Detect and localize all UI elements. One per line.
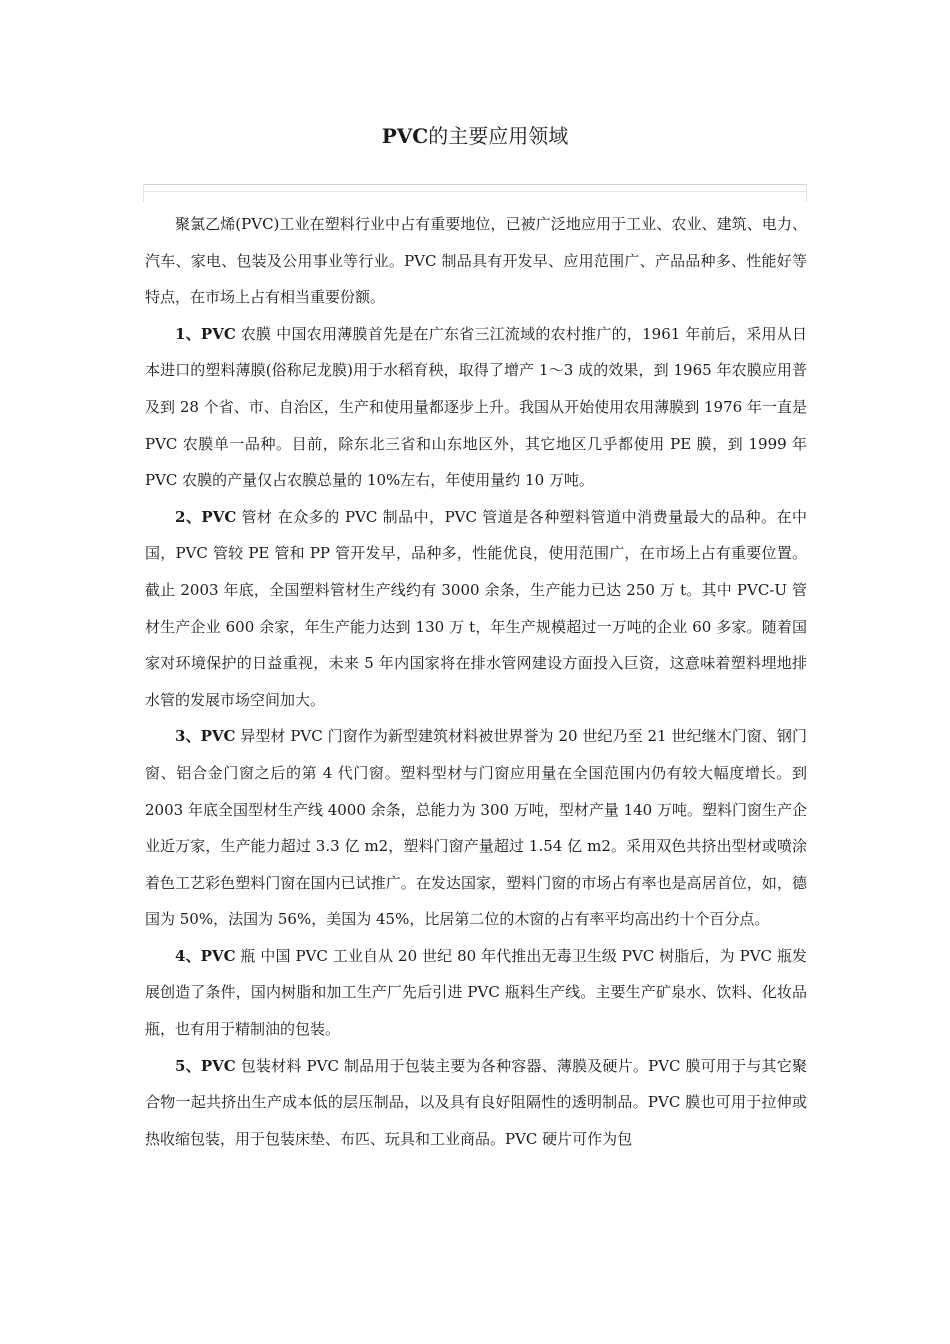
section-paragraph [145,316,807,499]
section-paragraph [145,499,807,719]
section-heading: 包装材料 [235,1056,302,1075]
intro-paragraph: 聚氯乙烯(PVC)工业在塑料行业中占有重要地位，已被广泛地应用于工业、农业、建筑、电力、汽车、家电、包装及公用事业等行业。PVC 制品具有开发早、应用范围广、产品品种多、性能好等特点，在市场上占有相当重要份额。 [145,215,807,307]
section-heading: 农膜 [235,324,272,343]
section-text: 中国农用薄膜首先是在广东省三江流域的农村推广的，1961 年前后，采用从日本进口的塑料薄膜(俗称尼龙膜)用于水稻育秧，取得了增产 1～3 成的效果，到 1965 年农膜应用普及到 28 个省、市、自治区，生产和使用量都逐步上升。我国从开始使用农用薄膜到 1976 年一直是 PVC 农膜单一品种。目前，除东北三省和山东地区外，其它地区几乎都使用 PE 膜，到 1999 年 PVC 农膜的产量仅占农膜总量的 10%左右，年使用量约 10 万吨。 [145,324,807,490]
section-paragraph [145,718,807,938]
section-text: PVC 制品用于包装主要为各种容器、薄膜及硬片。PVC 膜可用于与其它聚合物一起共挤出生产成本低的层压制品，以及具有良好阻隔性的透明制品。PVC 膜也可用于拉伸或热收缩包装，用于包装床垫、布匹、玩具和工业商品。PVC 硬片可作为包 [145,1056,807,1148]
section-number: 5、PVC [175,1056,236,1075]
page-title [0,122,950,150]
article-body [145,206,807,1157]
section-number: 4、PVC [175,946,236,965]
section-heading: 异型材 [235,727,286,746]
section-paragraph [145,1048,807,1158]
section-text: PVC 门窗作为新型建筑材料被世界誉为 20 世纪乃至 21 世纪继木门窗、钢门窗、铝合金门窗之后的第 4 代门窗。塑料型材与门窗应用量在全国范围内仍有较大幅度增长。到 2003 年底全国型材生产线 4000 余条，总能力为 300 万吨，型材产量 140 万吨。塑料门窗生产企业近万家，生产能力超过 3.3 亿 m2，塑料门窗产量超过 1.54 亿 m2。采用双色共挤出型材或喷涂着色工艺彩色塑料门窗在国内已试推广。在发达国家，塑料门窗的市场占有率也是高居首位，如，德国为 50%，法国为 56%，美国为 45%，比居第二位的木窗的占有率平均高出约十个百分点。 [145,727,807,929]
section-number: 2、PVC [175,507,237,526]
title-rest: 的主要应用领域 [428,124,569,148]
section-text: 中国 PVC 工业自从 20 世纪 80 年代推出无毒卫生级 PVC 树脂后，为 PVC 瓶发展创造了条件，国内树脂和加工生产厂先后引进 PVC 瓶料生产线。主要生产矿泉水、饮料、化妆品瓶，也有用于精制油的包装。 [145,946,807,1039]
title-divider [143,184,807,192]
section-paragraph [145,938,807,1048]
section-heading: 瓶 [235,946,256,965]
title-pvc: PVC [381,124,429,148]
section-heading: 管材 [236,507,273,526]
section-text: 在众多的 PVC 制品中，PVC 管道是各种塑料管道中消费量最大的品种。在中国，PVC 管较 PE 管和 PP 管开发早，品种多，性能优良，使用范围广，在市场上占有重要位置。截止 2003 年底，全国塑料管材生产线约有 3000 余条，生产能力已达 250 万 t。其中 PVC-U 管材生产企业 600 余家，年生产能力达到 130 万 t，年生产规模超过一万吨的企业 60 多家。随着国家对环境保护的日益重视，未来 5 年内国家将在排水管网建设方面投入巨资，这意味着塑料埋地排水管的发展市场空间加大。 [145,507,807,709]
section-number: 1、PVC [175,324,236,343]
section-number: 3、PVC [175,727,236,746]
